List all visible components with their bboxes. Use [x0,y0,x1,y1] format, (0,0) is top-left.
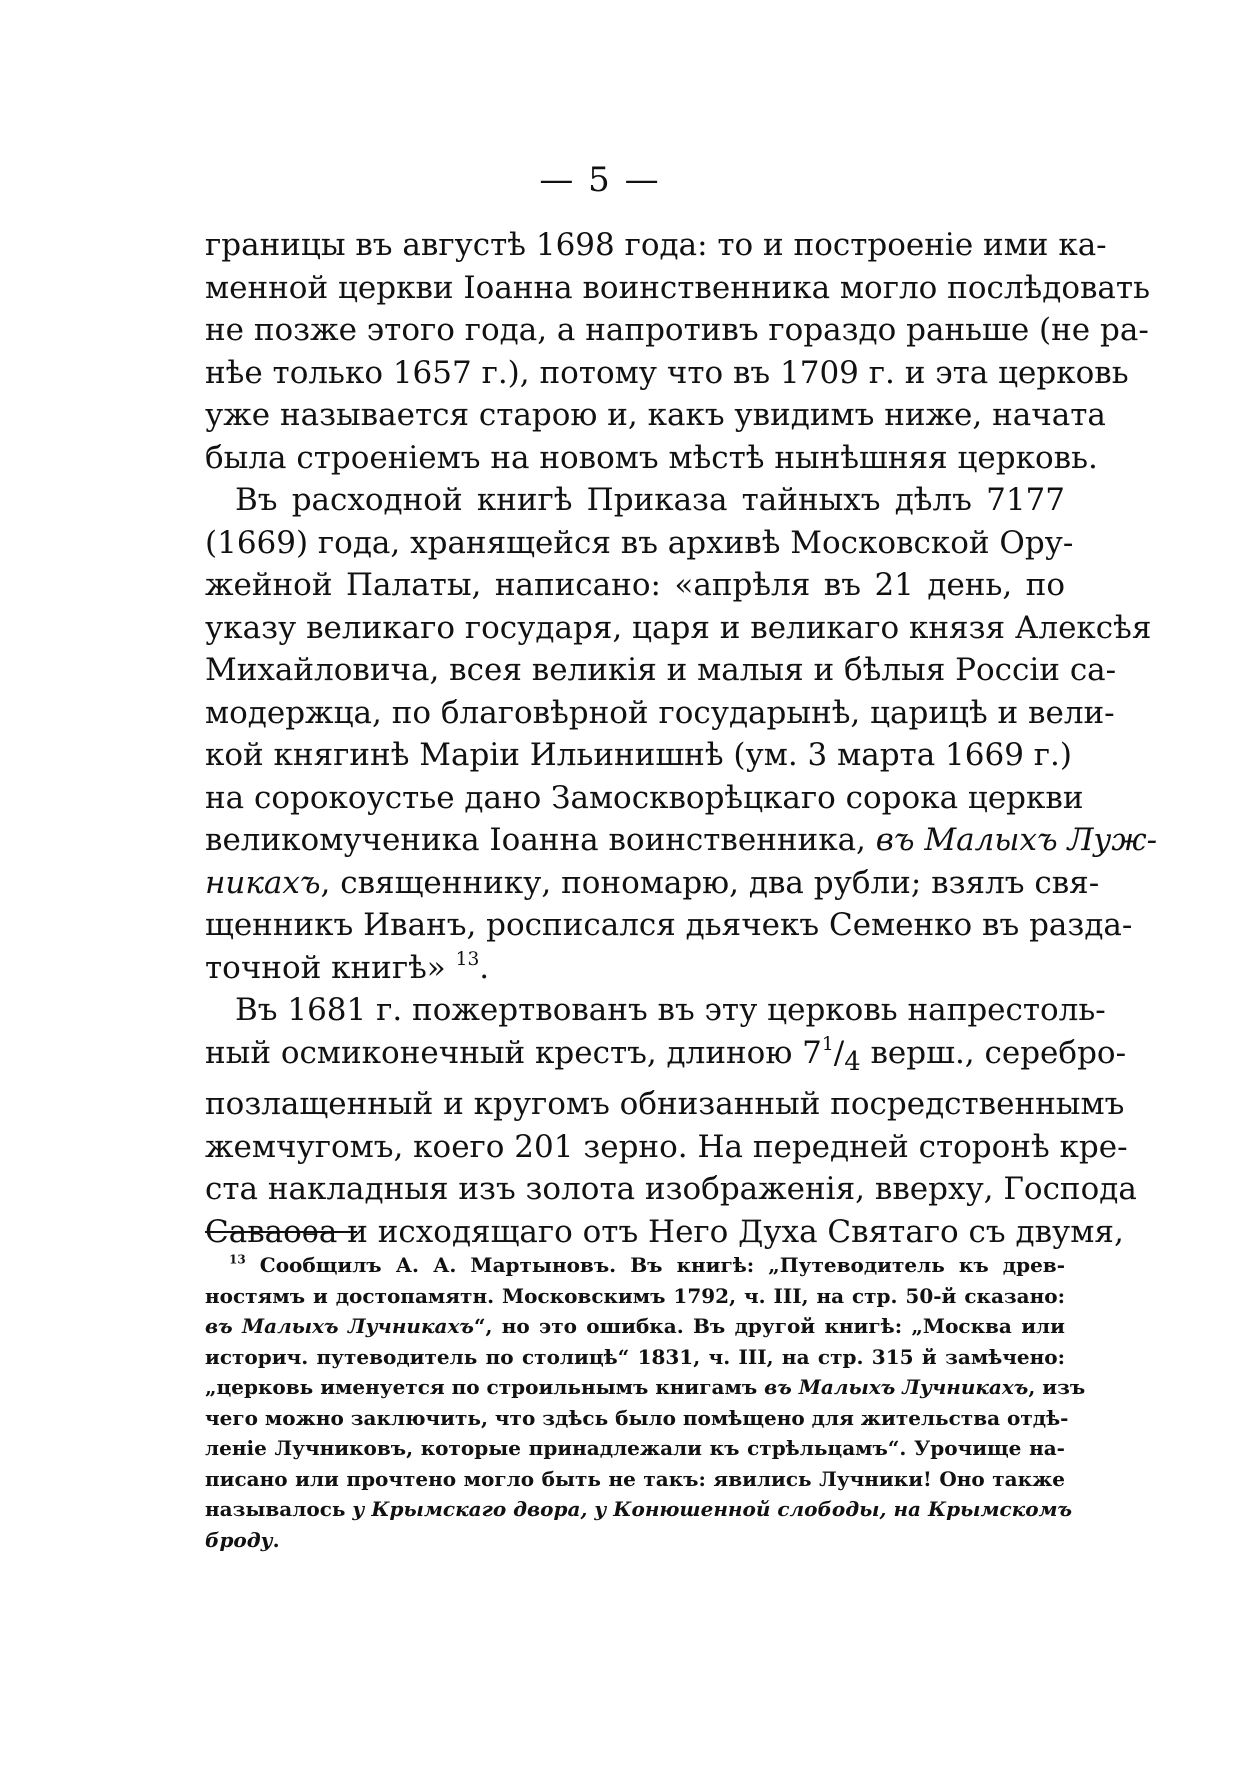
main-text [205,224,1158,1253]
footnote-line [205,1372,1086,1403]
footnote-text: . [272,1527,280,1552]
body-line [205,1032,1127,1084]
footnote-separator [205,1231,357,1233]
footnote-line [205,1311,1065,1342]
body-text: ный осмиконечный крестъ, длиною 7 [205,1034,822,1071]
footnote-line: чего можно заключить, что здѣсь было помѣщено для жительства отдѣ- [205,1405,1069,1430]
footnote-line: писано или прочтено могло быть не такъ: явились Лучники! Оно также [205,1466,1065,1491]
italic-place-name: броду [205,1527,273,1552]
body-text: верш., серебро- [860,1034,1127,1071]
footnote-text: “, но это ошибка. Въ другой книгѣ: „Москва или [473,1314,1065,1338]
italic-place-name: въ Малыхъ Лучникахъ [764,1375,1029,1399]
body-line: Въ 1681 г. пожертвованъ въ эту церковь напрестоль- [235,992,1106,1028]
footnote-line [205,1250,1065,1281]
body-line: уже называется старою и, какъ увидимъ ниже, начата [205,397,1106,433]
footnote-block [205,1250,1086,1555]
body-line: на сорокоустье дано Замоскворѣцкаго сорока церкви [205,779,1084,816]
footnote-line [205,1525,1065,1556]
body-text: точной книгѣ» [205,949,456,986]
body-text: , священнику, пономарю, два рубли; взялъ свя- [320,864,1100,901]
body-line [205,862,1100,905]
body-line: границы въ августѣ 1698 года: то и построеніе ими ка- [205,227,1107,263]
italic-place-name: въ Малыхъ Лучникахъ [205,1314,474,1338]
body-line: менной церкви Іоанна воинственника могло послѣдовать [205,269,1150,306]
page-number: — 5 — [539,160,661,200]
body-line: указу великаго государя, царя и великаго князя Алексѣя [205,609,1152,646]
footnote-number: 13 [229,1252,246,1267]
body-line: ста накладныя изъ золота изображенія, вверху, Господа [205,1171,1137,1208]
footnote-text: называлось [205,1497,353,1521]
fraction-numerator: 1 [821,1033,834,1055]
body-line: жейной Палаты, написано: «апрѣля въ 21 день, по [205,567,1065,603]
body-line [205,819,1158,862]
italic-place-name: никахъ [205,864,321,901]
body-line: (1669) года, хранящейся въ архивѣ Московской Ору- [205,524,1074,561]
body-line: не позже этого года, а напротивъ гораздо раньше (не ра- [205,312,1149,348]
italic-place-names: у Крымскаго двора, у Конюшенной слободы, на Крымскомъ [352,1497,1073,1521]
body-line: была строеніемъ на новомъ мѣстѣ нынѣшняя церковь. [205,439,1098,476]
fraction-denominator: 4 [844,1046,861,1077]
body-line: кой княгинѣ Маріи Ильинишнѣ (ум. 3 марта 1669 г.) [205,737,1072,773]
footnote-text: , изъ [1028,1375,1086,1399]
body-line: жемчугомъ, коего 201 зерно. На передней сторонѣ кре- [205,1128,1128,1165]
body-line: Михайловича, всея великія и малыя и бѣлыя Россіи са- [205,652,1117,688]
footnote-line: историч. путеводитель по столицѣ“ 1831, ч. III, на стр. 315 й замѣчено: [205,1344,1065,1369]
body-line: модержца, по благовѣрной государынѣ, царицѣ и вели- [205,694,1115,731]
footnote-text: „церковь именуется по строильнымъ книгамъ [205,1375,765,1399]
body-line: щенникъ Иванъ, росписался дьячекъ Семенко въ разда- [205,907,1133,943]
body-line: Въ расходной книгѣ Приказа тайныхъ дѣлъ 7177 [235,482,1065,518]
footnote-reference: 13 [455,948,480,970]
footnote-text: Сообщилъ А. А. Мартыновъ. Въ книгѣ: „Путеводитель къ древ- [245,1253,1065,1277]
footnote-line [205,1494,1073,1525]
footnote-line: леніе Лучниковъ, которые принадлежали къ стрѣльцамъ“. Урочище на- [205,1436,1065,1460]
body-text: великомученика Іоанна воинственника, [205,822,876,858]
body-text: . [479,949,490,986]
body-line: позлащенный и кругомъ обнизанный посредственнымъ [205,1086,1125,1123]
body-line: Саваоѳа и исходящаго отъ Него Духа Святаго съ двумя, [205,1213,1124,1250]
body-line [205,947,1065,990]
footnote-line: ностямъ и достопамятн. Московскимъ 1792, ч. III, на стр. 50-й сказано: [205,1283,1065,1308]
italic-place-name: въ Малыхъ Луж- [875,822,1158,858]
body-line: нѣе только 1657 г.), потому что въ 1709 г. и эта церковь [205,354,1129,391]
fraction-slash: / [833,1034,845,1071]
